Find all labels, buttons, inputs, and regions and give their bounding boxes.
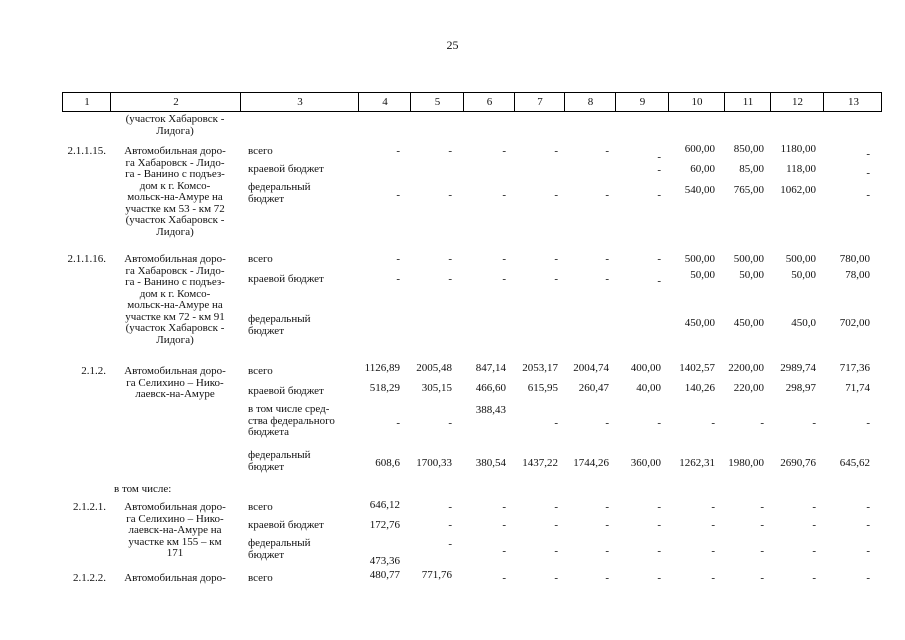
value-cell: - xyxy=(657,519,661,531)
row-label: всего xyxy=(248,572,273,584)
value-cell: - xyxy=(711,519,715,531)
value-cell: - xyxy=(866,188,870,201)
value-cell: - xyxy=(657,275,661,287)
section-note: в том числе: xyxy=(114,483,172,495)
value-cell: - xyxy=(396,273,400,285)
value-cell: 2005,48 xyxy=(416,362,452,374)
value-cell: - xyxy=(502,273,506,285)
value-cell: 50,00 xyxy=(690,269,715,281)
value-cell: 2200,00 xyxy=(728,362,764,374)
value-cell: 1402,57 xyxy=(679,362,715,374)
value-cell: 450,00 xyxy=(733,316,764,329)
value-cell: 50,00 xyxy=(739,269,764,281)
value-cell: - xyxy=(554,273,558,285)
header-divider xyxy=(770,93,771,111)
value-cell: - xyxy=(554,145,558,157)
item-code: 2.1.1.15. xyxy=(67,145,106,157)
value-cell: 600,00 xyxy=(684,143,715,155)
value-cell: 500,00 xyxy=(785,253,816,265)
value-cell: - xyxy=(866,572,870,584)
value-cell: - xyxy=(605,572,609,584)
value-cell: - xyxy=(866,501,870,513)
value-cell: - xyxy=(605,188,609,201)
value-cell: - xyxy=(502,519,506,531)
value-cell: 260,47 xyxy=(578,382,609,394)
header-divider xyxy=(358,93,359,111)
header-divider xyxy=(410,93,411,111)
value-cell: 2989,74 xyxy=(780,362,816,374)
item-name: га Селихино – Нико- xyxy=(126,376,224,389)
table-header xyxy=(62,92,882,112)
header-divider xyxy=(240,93,241,111)
value-cell: 50,00 xyxy=(791,269,816,281)
value-cell: - xyxy=(605,273,609,285)
item-name: участке км 53 - км 72 xyxy=(125,202,225,215)
value-cell: - xyxy=(554,253,558,265)
value-cell: 608,6 xyxy=(375,456,400,469)
value-cell: - xyxy=(396,253,400,265)
item-name: га - Ванино с подъез- xyxy=(125,276,225,288)
value-cell: - xyxy=(657,151,661,163)
value-cell: - xyxy=(448,273,452,285)
item-name: лаевск-на-Амуре на xyxy=(128,524,222,536)
value-cell: 473,36 xyxy=(369,554,400,567)
row-label: бюджет xyxy=(248,324,284,337)
row-label: краевой бюджет xyxy=(248,163,324,175)
row-label: всего xyxy=(248,365,273,377)
row-label: краевой бюджет xyxy=(248,519,324,531)
item-name: Автомобильная доро- xyxy=(124,145,226,157)
header-cell-9: 9 xyxy=(639,96,646,108)
row-label: всего xyxy=(248,501,273,513)
item-name: мольск-на-Амуре на xyxy=(127,299,223,311)
value-cell: - xyxy=(396,145,400,157)
value-cell: 1744,26 xyxy=(573,456,609,469)
header-cell-6: 6 xyxy=(486,96,493,108)
item-code: 2.1.1.16. xyxy=(67,253,106,265)
item-name: лаевск-на-Амуре xyxy=(135,388,215,400)
value-cell: 388,43 xyxy=(475,403,506,416)
header-cell-12: 12 xyxy=(792,96,803,108)
row-label: всего xyxy=(248,145,273,157)
value-cell: - xyxy=(812,544,816,557)
value-cell: 1062,00 xyxy=(780,183,816,196)
value-cell: - xyxy=(502,145,506,157)
value-cell: 1126,89 xyxy=(364,362,400,374)
header-cell-5: 5 xyxy=(434,96,441,108)
value-cell: 140,26 xyxy=(684,382,715,394)
item-code: 2.1.2.1. xyxy=(73,501,106,513)
value-cell: - xyxy=(657,544,661,557)
row-label: краевой бюджет xyxy=(248,385,324,397)
value-cell: - xyxy=(554,501,558,513)
value-cell: - xyxy=(760,572,764,584)
value-cell: - xyxy=(554,519,558,531)
value-cell: 40,00 xyxy=(636,382,661,394)
row-label: бюджет xyxy=(248,548,284,561)
item-name: Лидога) xyxy=(156,333,194,346)
row-label: ства федерального xyxy=(248,414,335,427)
value-cell: - xyxy=(711,501,715,513)
value-cell: 360,00 xyxy=(630,456,661,469)
value-cell: - xyxy=(554,416,558,429)
header-cell-8: 8 xyxy=(587,96,594,108)
value-cell: - xyxy=(605,416,609,429)
value-cell: - xyxy=(711,572,715,584)
value-cell: 1980,00 xyxy=(728,456,764,469)
value-cell: - xyxy=(554,544,558,557)
value-cell: 118,00 xyxy=(786,163,816,175)
item-name: га Хабаровск - Лидо- xyxy=(125,156,225,169)
value-cell: 298,97 xyxy=(785,382,816,394)
value-cell: - xyxy=(812,572,816,584)
value-cell: 702,00 xyxy=(839,316,870,329)
value-cell: - xyxy=(866,544,870,557)
value-cell: 1262,31 xyxy=(679,456,715,469)
header-divider xyxy=(668,93,669,111)
value-cell: - xyxy=(605,145,609,157)
value-cell: 1180,00 xyxy=(780,143,816,155)
value-cell: 172,76 xyxy=(369,519,400,531)
item-name: участке км 155 – км xyxy=(128,535,222,548)
value-cell: - xyxy=(448,416,452,429)
value-cell: - xyxy=(396,188,400,201)
value-cell: 2053,17 xyxy=(522,362,558,374)
value-cell: - xyxy=(866,519,870,531)
value-cell: 380,54 xyxy=(475,456,506,469)
item-name: Автомобильная доро- xyxy=(124,501,226,513)
item-code: 2.1.2.2. xyxy=(73,572,106,584)
item-name: Автомобильная доро- xyxy=(124,253,226,265)
value-cell: - xyxy=(605,544,609,557)
value-cell: - xyxy=(605,519,609,531)
value-cell: 78,00 xyxy=(845,269,870,281)
header-divider xyxy=(110,93,111,111)
value-cell: - xyxy=(502,253,506,265)
header-cell-13: 13 xyxy=(848,96,859,108)
item-name: мольск-на-Амуре на xyxy=(127,191,223,203)
value-cell: 220,00 xyxy=(733,382,764,394)
value-cell: 466,60 xyxy=(475,382,506,394)
value-cell: - xyxy=(554,572,558,584)
row-label: бюджета xyxy=(248,426,290,438)
value-cell: 71,74 xyxy=(845,382,870,394)
value-cell: 780,00 xyxy=(839,253,870,265)
row-label: в том числе сред- xyxy=(248,403,330,415)
item-name: Автомобильная доро- xyxy=(124,365,226,377)
value-cell: - xyxy=(812,501,816,513)
value-cell: 518,29 xyxy=(369,382,400,394)
header-cell-11: 11 xyxy=(742,96,754,108)
value-cell: - xyxy=(605,253,609,265)
value-cell: - xyxy=(760,416,764,429)
header-cell-2: 2 xyxy=(173,96,179,108)
header-divider xyxy=(514,93,515,111)
row-label: бюджет xyxy=(248,460,284,473)
item-code: 2.1.2. xyxy=(81,365,106,377)
value-cell: - xyxy=(657,164,661,176)
row-label: федеральный xyxy=(248,181,311,193)
value-cell: - xyxy=(711,544,715,557)
value-cell: - xyxy=(711,416,715,429)
item-name: га Хабаровск - Лидо- xyxy=(125,264,225,277)
header-divider xyxy=(823,93,824,111)
value-cell: - xyxy=(502,572,506,584)
value-cell: 646,12 xyxy=(369,499,400,511)
value-cell: 500,00 xyxy=(684,253,715,265)
item-name: дом к г. Комсо- xyxy=(139,179,211,192)
value-cell: 765,00 xyxy=(733,183,764,196)
value-cell: 850,00 xyxy=(733,143,764,155)
value-cell: - xyxy=(760,501,764,513)
value-cell: - xyxy=(812,519,816,531)
value-cell: - xyxy=(448,188,452,201)
carryover-name: Лидога) xyxy=(156,124,194,137)
item-name: участке км 72 - км 91 xyxy=(125,310,225,323)
value-cell: 2690,76 xyxy=(780,456,816,469)
item-name: дом к г. Комсо- xyxy=(139,287,211,300)
value-cell: - xyxy=(760,544,764,557)
item-name: Лидога) xyxy=(156,225,194,238)
page-number: 25 xyxy=(446,38,459,52)
value-cell: 847,14 xyxy=(475,362,506,374)
row-label: федеральный xyxy=(248,449,311,461)
header-cell-1: 1 xyxy=(84,96,90,108)
value-cell: 85,00 xyxy=(739,163,764,175)
value-cell: - xyxy=(448,519,452,531)
item-name: га Селихино – Нико- xyxy=(126,512,224,525)
item-name: 171 xyxy=(166,547,184,559)
value-cell: 400,00 xyxy=(630,362,661,374)
row-label: федеральный xyxy=(248,313,311,325)
carryover-name: (участок Хабаровск - xyxy=(125,113,225,125)
value-cell: 450,0 xyxy=(791,316,816,329)
header-divider xyxy=(463,93,464,111)
value-cell: - xyxy=(448,253,452,265)
value-cell: 2004,74 xyxy=(573,362,609,374)
value-cell: - xyxy=(448,145,452,157)
item-name: га - Ванино с подъез- xyxy=(125,168,225,180)
value-cell: 540,00 xyxy=(684,183,715,196)
value-cell: - xyxy=(502,501,506,513)
value-cell: - xyxy=(657,416,661,429)
value-cell: - xyxy=(760,519,764,531)
value-cell: - xyxy=(866,148,870,160)
header-cell-4: 4 xyxy=(382,96,388,108)
value-cell: - xyxy=(502,544,506,557)
value-cell: - xyxy=(502,188,506,201)
value-cell: - xyxy=(448,537,452,550)
header-divider xyxy=(724,93,725,111)
item-name: Автомобильная доро- xyxy=(124,572,226,584)
value-cell: - xyxy=(866,416,870,429)
value-cell: - xyxy=(657,501,661,513)
value-cell: - xyxy=(554,188,558,201)
header-cell-7: 7 xyxy=(537,96,543,108)
value-cell: 1700,33 xyxy=(416,456,452,469)
item-name: (участок Хабаровск - xyxy=(125,322,225,334)
value-cell: 717,36 xyxy=(839,362,870,374)
value-cell: 60,00 xyxy=(690,163,715,175)
value-cell: 480,77 xyxy=(369,569,400,581)
value-cell: - xyxy=(657,253,661,265)
row-label: федеральный xyxy=(248,537,311,549)
value-cell: 500,00 xyxy=(733,253,764,265)
value-cell: - xyxy=(448,501,452,513)
item-name: (участок Хабаровск - xyxy=(125,214,225,226)
value-cell: - xyxy=(812,416,816,429)
value-cell: 645,62 xyxy=(839,456,870,469)
header-cell-10: 10 xyxy=(691,96,703,108)
value-cell: 450,00 xyxy=(684,316,715,329)
row-label: бюджет xyxy=(248,192,284,205)
row-label: всего xyxy=(248,253,273,265)
value-cell: 305,15 xyxy=(421,382,452,394)
header-divider xyxy=(564,93,565,111)
value-cell: - xyxy=(657,572,661,584)
value-cell: - xyxy=(605,501,609,513)
value-cell: - xyxy=(396,416,400,429)
row-label: краевой бюджет xyxy=(248,273,324,285)
header-cell-3: 3 xyxy=(297,96,303,108)
header-divider xyxy=(615,93,616,111)
value-cell: 615,95 xyxy=(527,382,558,394)
value-cell: 771,76 xyxy=(421,569,452,581)
value-cell: - xyxy=(866,167,870,179)
value-cell: - xyxy=(657,188,661,201)
value-cell: 1437,22 xyxy=(522,456,558,469)
